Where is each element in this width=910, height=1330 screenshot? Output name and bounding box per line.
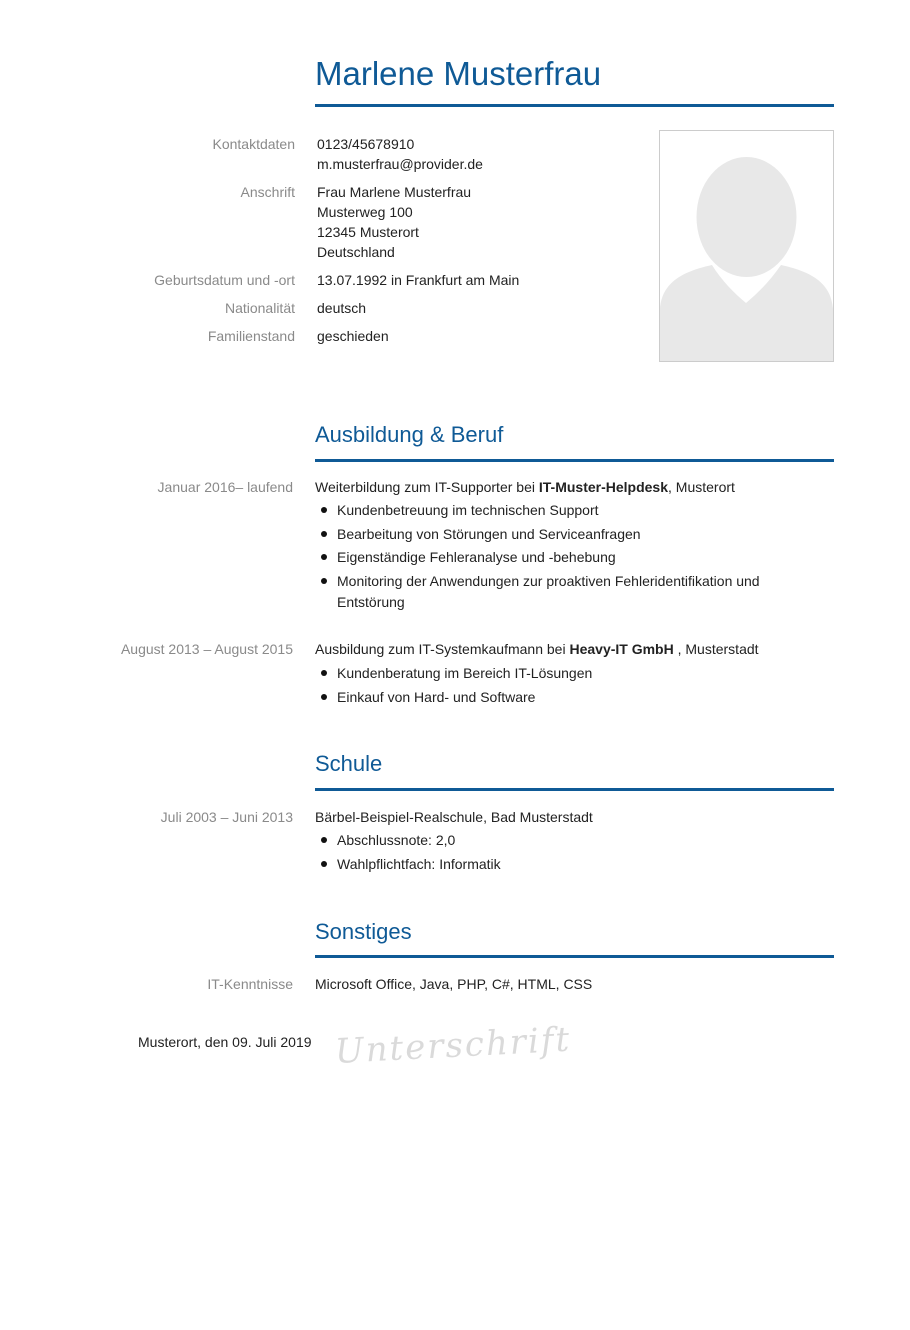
marital-label: Familienstand (207, 328, 295, 344)
phone-value: 0123/45678910 (317, 136, 415, 152)
list-item: Kundenbetreuung im technischen Support (315, 500, 834, 520)
nationality-value: deutsch (317, 300, 367, 316)
signature: Unterschrift (333, 1019, 573, 1072)
it-skills-label: IT-Kenntnisse (207, 976, 293, 992)
address-line: Musterweg 100 (317, 204, 413, 220)
school-bullet-list (315, 830, 834, 877)
section-divider (315, 955, 834, 958)
career-employer: IT-Muster-Helpdesk (538, 479, 668, 495)
list-item: Einkauf von Hard- und Software (315, 687, 834, 707)
list-item: Kundenberatung im Bereich IT-Lösungen (315, 663, 834, 683)
school-date: Juli 2003 – Juni 2013 (160, 809, 293, 825)
section-title-other: Sonstiges (315, 919, 412, 944)
nationality-label: Nationalität (224, 300, 295, 316)
marital-value: geschieden (317, 328, 389, 344)
address-line: Frau Marlene Musterfrau (317, 184, 472, 200)
list-item-continuation: Entstörung (337, 594, 405, 610)
section-divider (315, 788, 834, 791)
list-item: Monitoring der Anwendungen zur proaktiven Fehleridentifikation und (315, 571, 834, 591)
career-bullet-list (315, 663, 834, 710)
section-title-school: Schule (315, 751, 383, 776)
cv-name: Marlene Musterfrau (315, 55, 602, 92)
contact-label: Kontaktdaten (212, 136, 295, 152)
section-divider (315, 459, 834, 462)
list-item: Abschlussnote: 2,0 (315, 830, 834, 850)
list-item: Bearbeitung von Störungen und Serviceanfragen (315, 524, 834, 544)
address-label: Anschrift (240, 184, 295, 200)
career-title: Ausbildung zum IT-Systemkaufmann bei Heavy-IT GmbH , Musterstadt (315, 641, 759, 657)
career-title: Weiterbildung zum IT-Supporter bei IT-Muster-Helpdesk, Musterort (315, 479, 735, 495)
section-title-career: Ausbildung & Beruf (315, 422, 504, 447)
list-item: Eigenständige Fehleranalyse und -behebung (315, 547, 834, 567)
header-divider (315, 104, 834, 107)
profile-photo (659, 130, 834, 362)
email-value: m.musterfrau@provider.de (317, 156, 483, 172)
career-employer: Heavy-IT GmbH (569, 641, 674, 657)
address-line: Deutschland (317, 244, 395, 260)
career-bullet-list (315, 500, 834, 591)
career-date: August 2013 – August 2015 (120, 641, 293, 657)
avatar-silhouette-icon (660, 131, 833, 361)
list-item: Wahlpflichtfach: Informatik (315, 854, 834, 874)
school-title: Bärbel-Beispiel-Realschule, Bad Musterstadt (315, 809, 593, 825)
place-date: Musterort, den 09. Juli 2019 (138, 1034, 312, 1050)
birth-label: Geburtsdatum und -ort (154, 272, 295, 288)
birth-value: 13.07.1992 in Frankfurt am Main (317, 272, 520, 288)
career-date: Januar 2016– laufend (157, 479, 293, 495)
it-skills-value: Microsoft Office, Java, PHP, C#, HTML, CSS (315, 976, 593, 992)
address-line: 12345 Musterort (317, 224, 419, 240)
